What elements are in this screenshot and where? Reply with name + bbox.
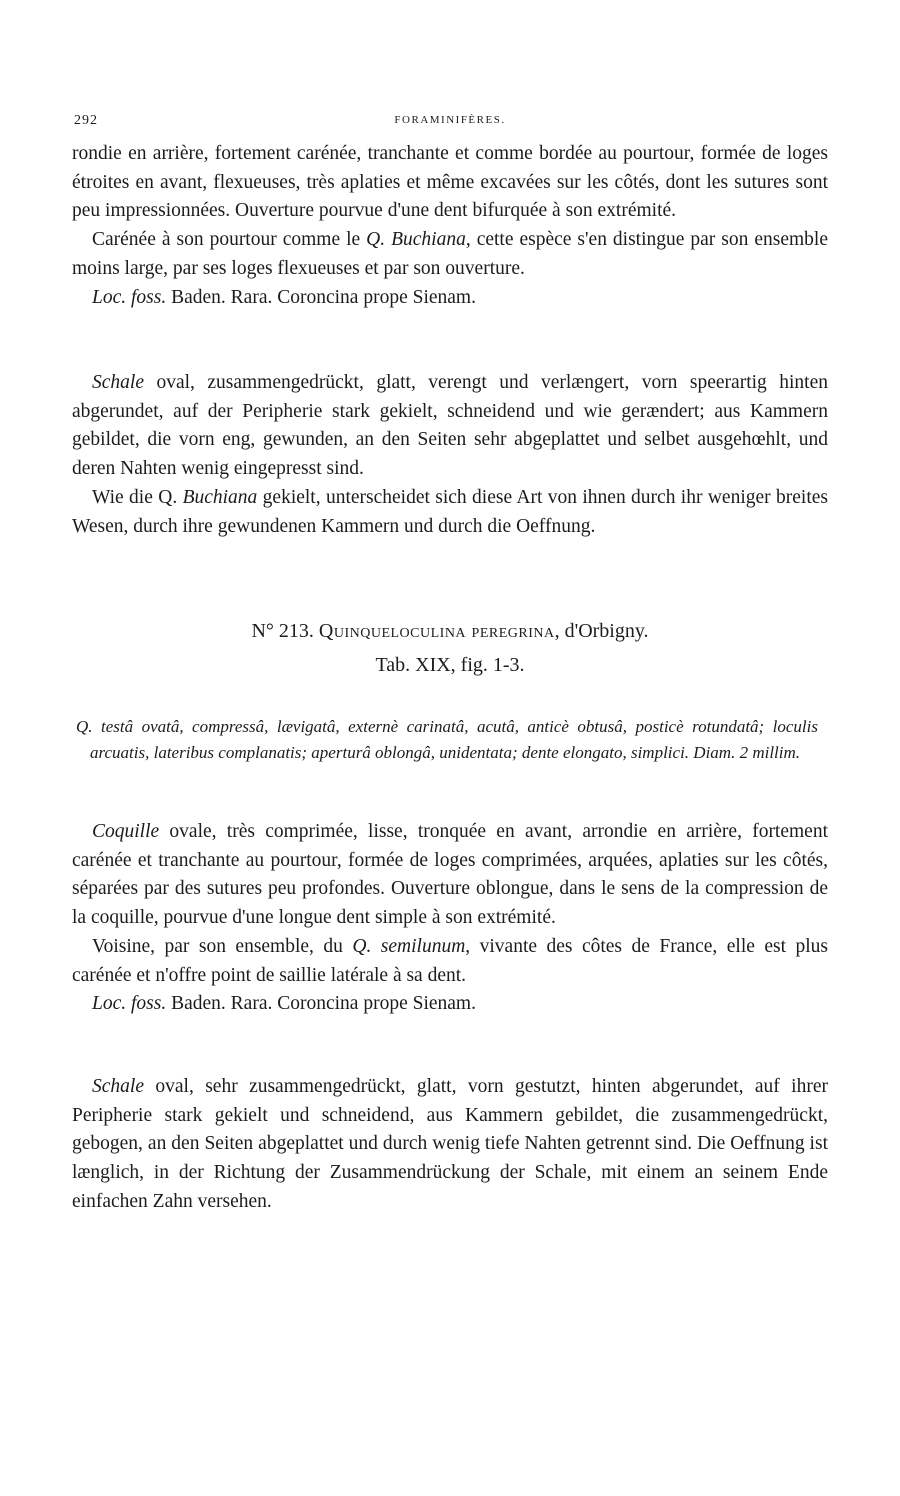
locality-label: Loc. foss. <box>92 993 167 1015</box>
french-description <box>72 818 828 1019</box>
species-author: , d'Orbigny. <box>554 620 649 642</box>
lead-word: Schale <box>92 1076 144 1097</box>
german-description-1 <box>72 369 828 541</box>
comparison-paragraph: Wie die Q. Buchiana gekielt, unterscheidet sich diese Art von ihnen durch ihr weniger breites Wesen, durch ihre gewundenen Kammern und durch die Oeffnung. <box>72 486 828 537</box>
diagnosis-text: Q. testâ ovatâ, compressâ, lævigatâ, externè carinatâ, acutâ, anticè obtusâ, posticè rotundatâ; loculis arcuatis, lateribus complanatis; aperturâ oblongâ, unidentata; dente elongato, simplici. Diam. 2 millim. <box>76 717 818 762</box>
species-heading <box>0 620 900 643</box>
species-title: Quinqueloculina peregrina <box>318 620 555 642</box>
german-description-2 <box>72 1073 828 1217</box>
running-title: FORAMINIFÈRES. <box>394 114 506 126</box>
locality-line: Loc. foss. Baden. Rara. Coroncina prope Sienam. <box>92 286 476 308</box>
locality-line: Loc. foss. Baden. Rara. Coroncina prope Sienam. <box>92 993 476 1015</box>
comparison-paragraph: Carénée à son pourtour comme le Q. Buchiana, cette espèce s'en distingue par son ensemble moins large, par ses loges flexueuses et par son ouverture. <box>72 229 828 279</box>
description-paragraph: Schale oval, sehr zusammengedrückt, glatt, vorn gestutzt, hinten abgerundet, auf ihrer Peripherie stark gekielt und schneidend, aus Kammern gebildet, die zusammengedrückt, gebogen, an den Seiten abgeplattet und durch wenig tiefe Nahten getrennt sind. Die Oeffnung ist længlich, in der Richtung der Zusammendrückung der Schale, mit einem an seinem Ende einfachen Zahn versehen. <box>72 1076 828 1212</box>
description-paragraph: Schale oval, zusammengedrückt, glatt, verengt und verlængert, vorn speerartig hinten abgerundet, auf der Peripherie stark gekielt, schneidend und wie gerændert; aus Kammern gebildet, die vorn eng, gewunden, an den Seiten sehr abgeplattet und selbet ausgehœhlt, und deren Nahten wenig eingepresst sind. <box>72 372 828 480</box>
species-name: Buchiana <box>182 486 258 508</box>
page-header <box>74 113 826 135</box>
comparison-paragraph: Voisine, par son ensemble, du Q. semilunum, vivante des côtes de France, elle est plus carénée et n'offre point de saillie latérale à sa dent. <box>72 935 828 986</box>
species-name: Q. Buchiana <box>366 229 466 251</box>
plate-reference: Tab. XIX, fig. 1-3. <box>375 654 525 676</box>
species-number: N° 213. <box>251 620 314 642</box>
page-number: 292 <box>74 113 98 128</box>
lead-word: Schale <box>92 372 144 393</box>
locality-label: Loc. foss. <box>92 286 167 308</box>
species-name: Q. semilunum <box>352 935 466 957</box>
french-description-continued <box>72 140 828 312</box>
lead-word: Coquille <box>92 821 160 842</box>
description-paragraph: rondie en arrière, fortement carénée, tranchante et comme bordée au pourtour, formée de loges étroites en avant, flexueuses, très aplaties et même excavées sur les côtés, dont les sutures sont peu impressionnées. Ouverture pourvue d'une dent bifurquée à son extrémité. <box>72 143 828 222</box>
description-paragraph: Coquille ovale, très comprimée, lisse, tronquée en avant, arrondie en arrière, fortement carénée et tranchante au pourtour, formée de loges comprimées, arquées, aplaties sur les côtés, séparées par des sutures peu profondes. Ouverture oblongue, dans le sens de la compression de la coquille, pourvue d'une longue dent simple à son extrémité. <box>72 821 828 929</box>
latin-diagnosis <box>76 714 818 766</box>
